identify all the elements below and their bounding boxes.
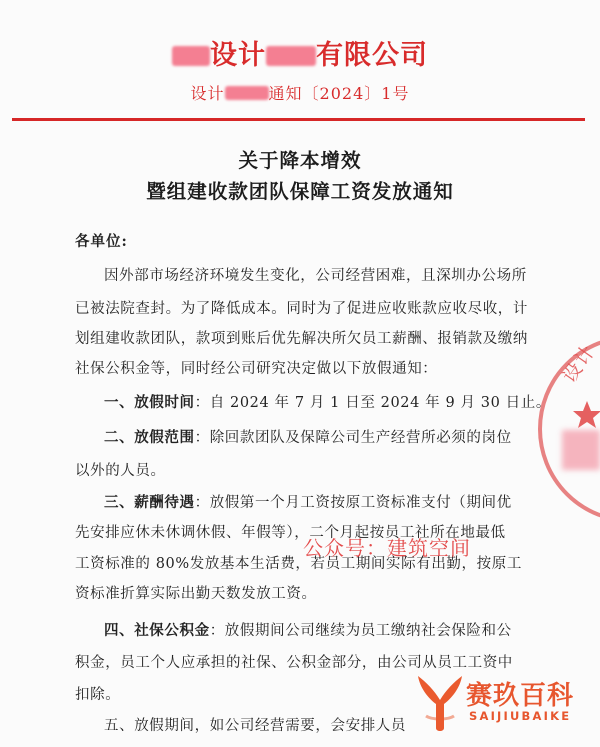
header-divider [12, 118, 585, 121]
redacted-block [225, 86, 269, 100]
section-3 [104, 491, 512, 512]
section-3-line: 资标准折算实际出勤天数发放工资。 [75, 586, 317, 602]
addressee: 各单位: [75, 233, 128, 250]
section-4-line: 积金，员工个人应承担的社保、公积金部分，由公司从员工工资中 [75, 655, 513, 671]
section-4 [104, 619, 512, 640]
section-1 [104, 391, 551, 412]
section-3-heading: 三、薪酬待遇 [104, 494, 195, 511]
masthead-text-part2: 有限公司 [316, 40, 428, 71]
watermark: 公众号：建筑空间 [303, 536, 471, 560]
intro-line: 划组建收款团队，款项到账后优先解决所欠员工薪酬、报销款及缴纳 [75, 331, 528, 347]
whale-tail-icon [414, 670, 466, 732]
section-2-cont: 以外的人员。 [75, 463, 166, 479]
section-1-heading: 一、放假时间 [104, 394, 195, 411]
redacted-block [562, 430, 600, 470]
intro-line: 已被法院查封。为了降低成本。同时为了促进应收账款应收尽收，计 [75, 301, 528, 317]
section-4-line: 扣除。 [75, 687, 121, 703]
logo-text-en: SAIJIUBAIKE [469, 709, 572, 723]
redacted-block [266, 46, 316, 66]
section-3-line: 先安排应休未休调休假、年假等），二个月起按员工社所在地最低 [75, 525, 506, 541]
masthead-text-part1: 设计 [210, 40, 266, 71]
intro-line: 因外部市场经济环境发生变化，公司经营困难，且深圳办公场所 [104, 268, 527, 284]
logo-text-cn: 赛玖百科 [466, 681, 575, 711]
document-number [0, 81, 600, 104]
section-5: 五、放假期间，如公司经营需要，会安排人员 [104, 718, 406, 734]
section-2-text: ：除回款团队及保障公司生产经营所必须的岗位 [194, 430, 512, 446]
seal-star-icon [572, 400, 600, 430]
doc-number-part2: 通知〔2024〕1号 [268, 84, 410, 103]
section-2-heading: 二、放假范围 [104, 429, 195, 446]
notice-title-line1: 关于降本增效 [238, 149, 362, 172]
intro-line: 社保公积金等，同时经公司研究决定做以下放假通知： [75, 361, 438, 377]
doc-number-part1: 设计 [190, 84, 225, 103]
section-3-line: 工资标准的 80%发放基本生活费，若员工期间实际有出勤，按原工 [75, 556, 522, 572]
section-1-text: ：自 2024 年 7 月 1 日至 2024 年 9 月 30 日止。 [194, 395, 551, 411]
redacted-block [172, 46, 210, 66]
company-masthead [0, 33, 600, 72]
section-3-text: ：放假第一个月工资按原工资标准支付（期间优 [194, 495, 512, 511]
section-2 [104, 426, 512, 447]
site-logo [410, 668, 600, 747]
section-4-text: ：放假期间公司继续为员工缴纳社会保险和公 [209, 623, 512, 639]
section-4-heading: 四、社保公积金 [104, 622, 210, 639]
notice-title-line2: 暨组建收款团队保障工资发放通知 [146, 180, 454, 203]
seal-text: 设计 [558, 339, 600, 387]
